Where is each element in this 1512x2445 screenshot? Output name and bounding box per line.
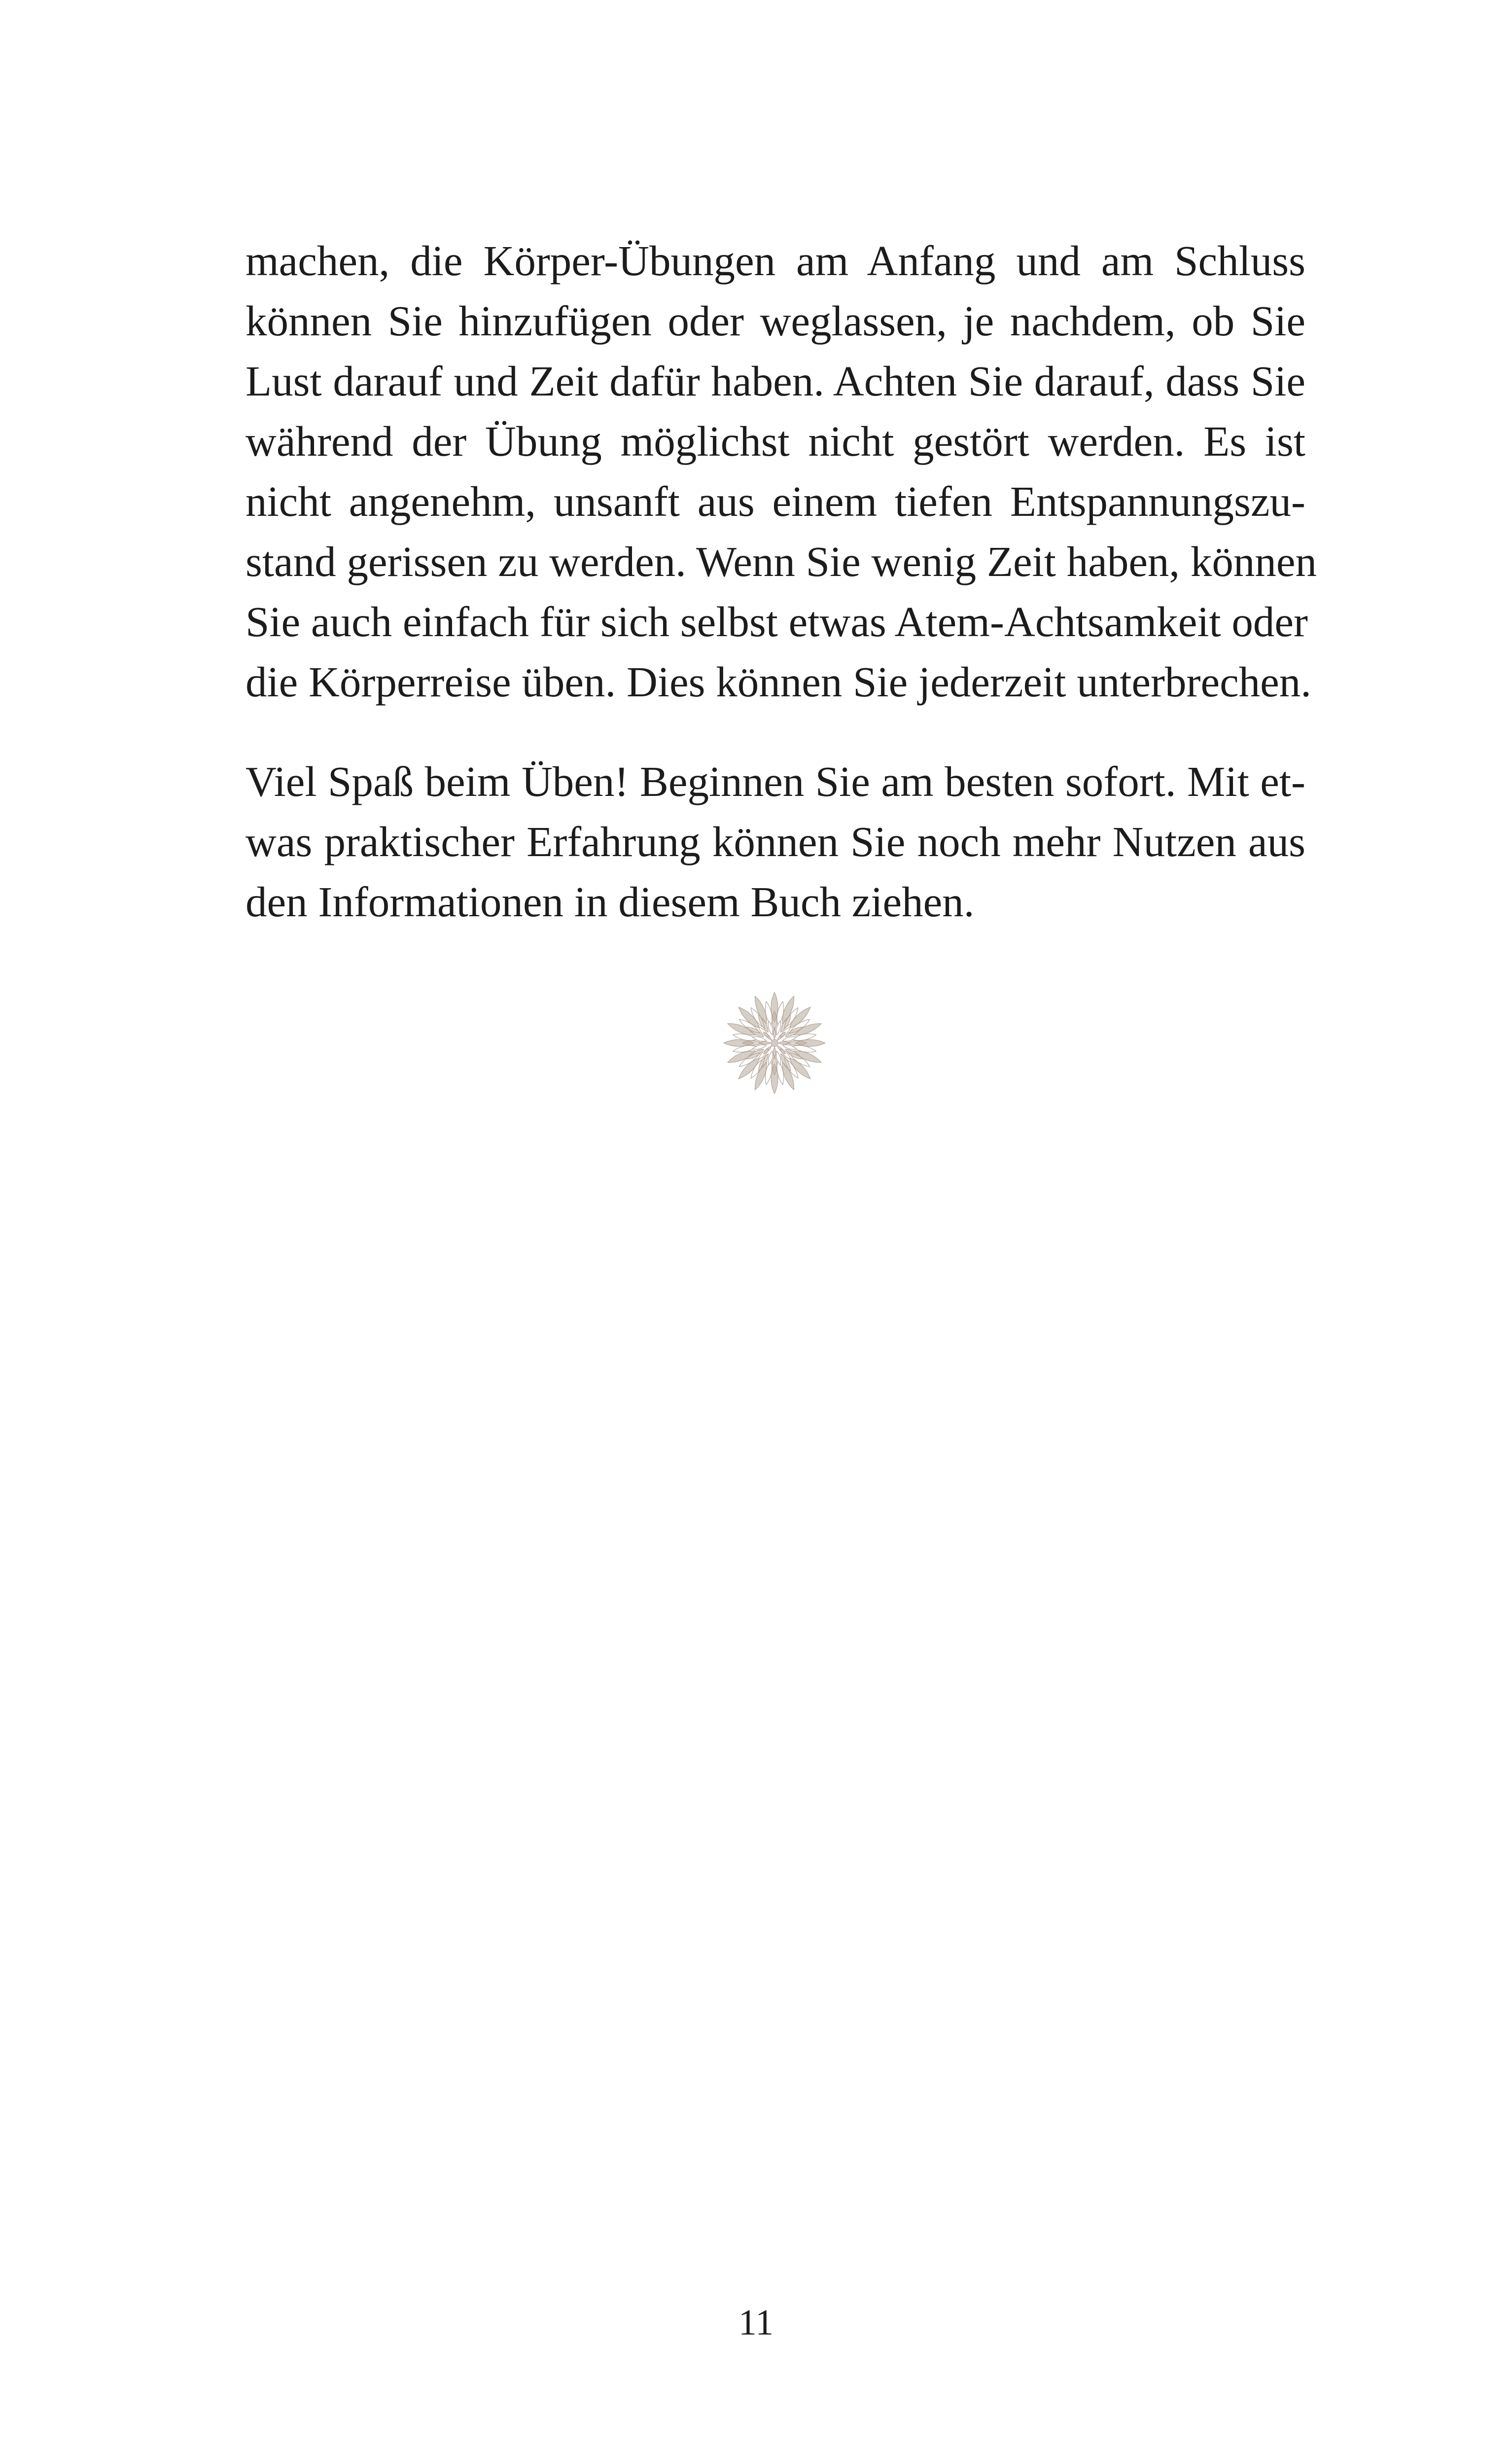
- body-text: [246, 231, 1317, 932]
- text-line: während der Übung möglichst nicht gestört werden. Es ist: [246, 417, 1305, 465]
- text-line: den Informationen in diesem Buch ziehen.: [246, 878, 975, 926]
- text-line: Sie auch einfach für sich selbst etwas Atem-Achtsamkeit oder: [246, 598, 1308, 646]
- paragraph-2: [246, 752, 1305, 932]
- paragraph-spacer: [246, 712, 1305, 752]
- mandala-flower-icon: [723, 991, 826, 1095]
- text-line: Viel Spaß beim Üben! Beginnen Sie am besten sofort. Mit et-: [246, 757, 1305, 805]
- text-line: nicht angenehm, unsanft aus einem tiefen Entspannungszu-: [246, 477, 1305, 525]
- text-line: stand gerissen zu werden. Wenn Sie wenig Zeit haben, können: [246, 538, 1317, 585]
- text-line: können Sie hinzufügen oder weglassen, je nachdem, ob Sie: [246, 297, 1305, 345]
- text-line: was praktischer Erfahrung können Sie noch mehr Nutzen aus: [246, 818, 1305, 865]
- text-line: machen, die Körper-Übungen am Anfang und am Schluss: [246, 237, 1305, 285]
- page-number: 11: [738, 2302, 774, 2343]
- paragraph-1: [246, 231, 1317, 712]
- text-line: Lust darauf und Zeit dafür haben. Achten Sie darauf, dass Sie: [246, 357, 1305, 405]
- text-line: die Körperreise üben. Dies können Sie jederzeit unterbrechen.: [246, 658, 1312, 706]
